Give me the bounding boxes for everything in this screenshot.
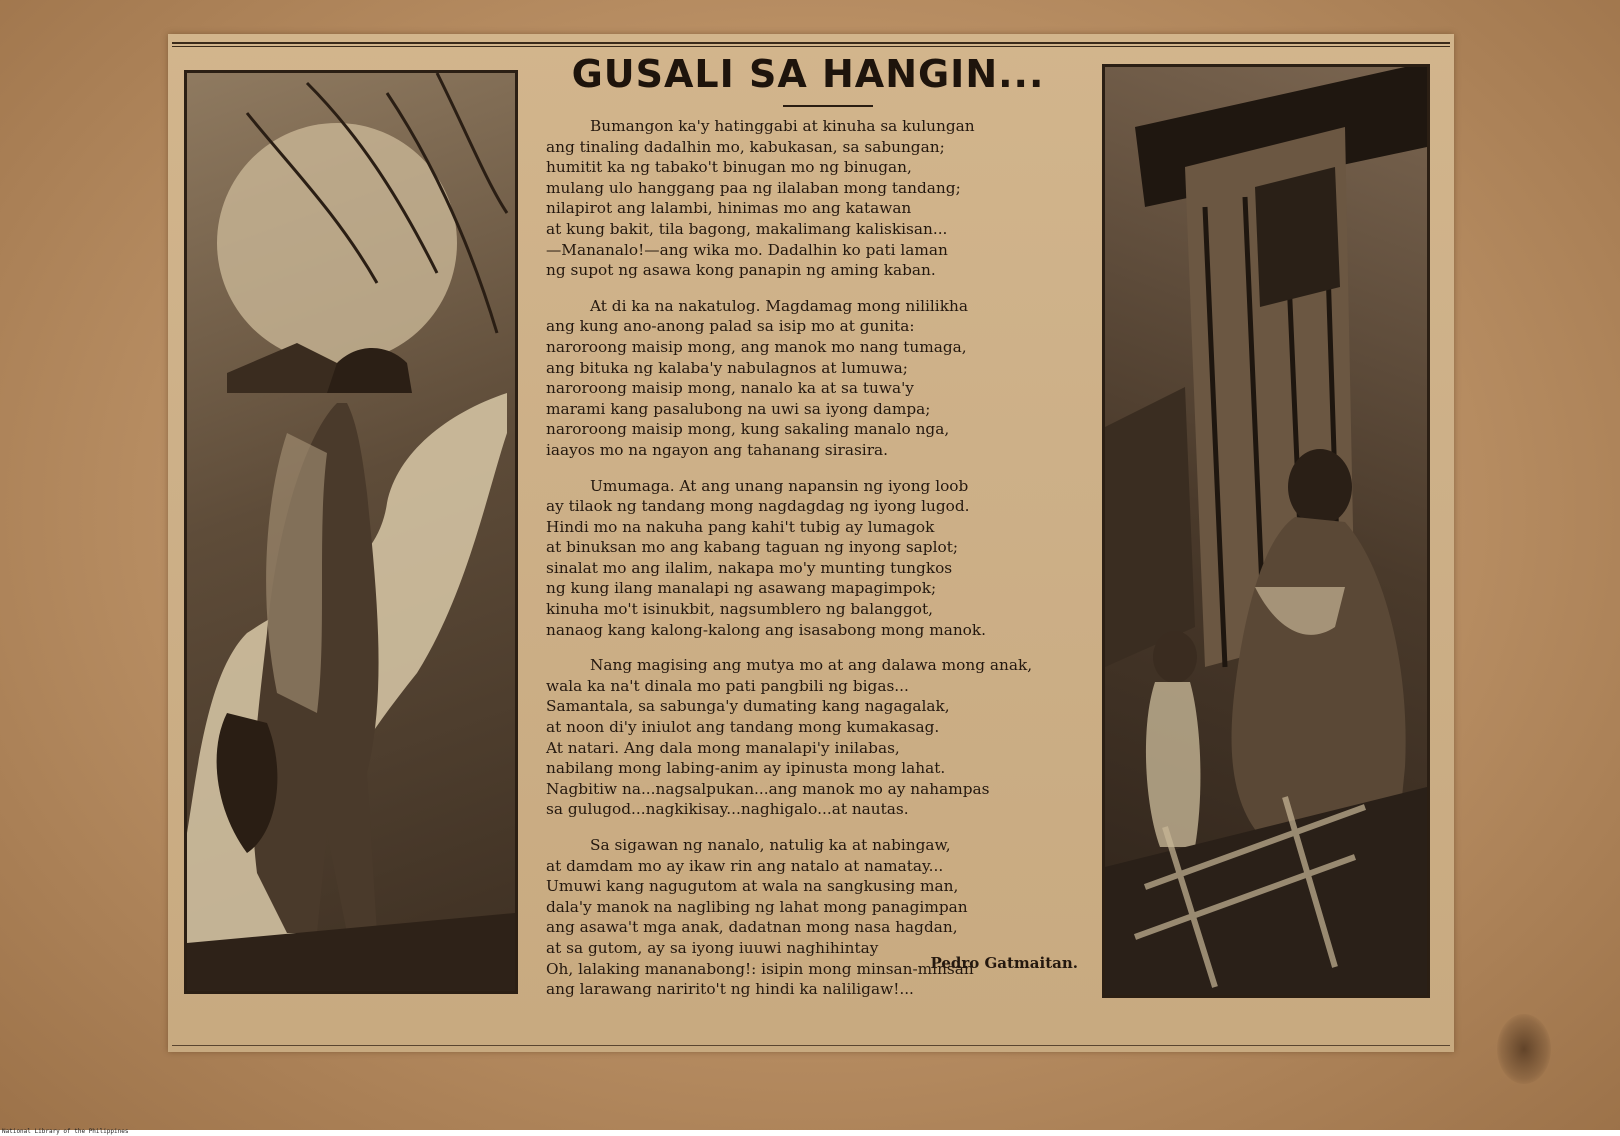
poem-line: —Mananalo!—ang wika mo. Dadalhin ko pati laman <box>546 240 948 259</box>
poem-line: At di ka na nakatulog. Magdamag mong nililikha <box>590 296 968 315</box>
article-title: GUSALI SA HANGIN... <box>571 52 1045 96</box>
poem-line: naroroong maisip mong, kung sakaling manalo nga, <box>546 420 950 439</box>
poem-body <box>546 116 1096 1015</box>
poem-line: ang kung ano-anong palad sa isip mo at gunita: <box>546 317 915 336</box>
illustration-woman-and-child <box>1102 64 1430 998</box>
poem-line: ang asawa't mga anak, dadatnan mong nasa hagdan, <box>546 918 958 937</box>
paper-stain <box>1497 1014 1551 1084</box>
poem-line: ang tinaling dadalhin mo, kabukasan, sa sabungan; <box>546 137 945 156</box>
poem-line: nabilang mong labing-anim ay ipinusta mong lahat. <box>546 759 946 778</box>
stanza-4 <box>546 655 1096 820</box>
poem-line: naroroong maisip mong, nanalo ka at sa tuwa'y <box>546 379 914 398</box>
poem-line: nilapirot ang lalambi, hinimas mo ang katawan <box>546 199 912 218</box>
poem-line: at noon di'y iniulot ang tandang mong kumakasag. <box>546 718 940 737</box>
poem-line: ang larawang naririto't ng hindi ka naliligaw!... <box>546 980 914 999</box>
illustration-man-drawing <box>187 73 515 991</box>
poem-line: marami kang pasalubong na uwi sa iyong dampa; <box>546 399 931 418</box>
newspaper-clipping <box>168 34 1454 1052</box>
poem-line: At natari. Ang dala mong manalapi'y inilabas, <box>546 738 900 757</box>
author-signature: Pedro Gatmaitan. <box>930 954 1078 972</box>
poem-line: at damdam mo ay ikaw rin ang natalo at namatay... <box>546 856 944 875</box>
poem-line: Bumangon ka'y hatinggabi at kinuha sa kulungan <box>590 117 975 135</box>
poem-line: iaayos mo na ngayon ang tahanang sirasira. <box>546 440 888 459</box>
stanza-2 <box>546 296 1096 461</box>
poem-line: Sa sigawan ng nanalo, natulig ka at nabingaw, <box>590 836 951 854</box>
poem-line: wala ka na't dinala mo pati pangbili ng bigas... <box>546 676 909 695</box>
poem-line: dala'y manok na naglibing ng lahat mong panagimpan <box>546 897 968 916</box>
poem-line: ang bituka ng kalaba'y nabulagnos at lumuwa; <box>546 358 908 377</box>
bottom-rule <box>172 1045 1450 1046</box>
poem-line: at sa gutom, ay sa iyong iuuwi naghihintay <box>546 938 879 957</box>
stanza-1 <box>546 116 1096 281</box>
top-rule <box>172 42 1450 44</box>
poem-line: ng kung ilang manalapi ng asawang mapagimpok; <box>546 579 937 598</box>
poem-line: humitit ka ng tabako't binugan mo ng binugan, <box>546 158 912 177</box>
library-credit: National Library of the Philippines <box>2 1128 129 1135</box>
stanza-5 <box>546 835 1096 1000</box>
poem-line: nanaog kang kalong-kalong ang isasabong mong manok. <box>546 620 987 639</box>
poem-line: ay tilaok ng tandang mong nagdagdag ng iyong lugod. <box>546 497 970 516</box>
poem-line: at binuksan mo ang kabang taguan ng inyong saplot; <box>546 538 959 557</box>
stanza-3 <box>546 476 1096 641</box>
poem-line: Hindi mo na nakuha pang kahi't tubig ay lumagok <box>546 517 935 536</box>
poem-line: naroroong maisip mong, ang manok mo nang tumaga, <box>546 337 967 356</box>
poem-line: sinalat mo ang ilalim, nakapa mo'y munting tungkos <box>546 558 953 577</box>
illustration-man-with-rooster <box>184 70 518 994</box>
poem-line: kinuha mo't isinukbit, nagsumblero ng balanggot, <box>546 600 933 619</box>
poem-line: Samantala, sa sabunga'y dumating kang nagagalak, <box>546 697 950 716</box>
page-footer-strip <box>0 1130 1620 1136</box>
poem-line: Nang magising ang mutya mo at ang dalawa mong anak, <box>590 656 1033 675</box>
poem-line: Umumaga. At ang unang napansin ng iyong loob <box>590 476 969 495</box>
top-rule-thin <box>172 46 1450 47</box>
poem-line: Oh, lalaking mananabong!: isipin mong minsan-minsan <box>546 959 974 978</box>
poem-line: Umuwi kang nagugutom at wala na sangkusing man, <box>546 877 959 896</box>
poem-line: ng supot ng asawa kong panapin ng aming kaban. <box>546 261 936 280</box>
title-underline <box>783 105 873 107</box>
illustration-woman-drawing <box>1105 67 1427 995</box>
poem-line: mulang ulo hanggang paa ng ilalaban mong tandang; <box>546 178 961 197</box>
poem-line: sa gulugod...nagkikisay...naghigalo...at nautas. <box>546 800 909 819</box>
poem-line: Nagbitiw na...nagsalpukan...ang manok mo ay nahampas <box>546 779 990 798</box>
poem-line: at kung bakit, tila bagong, makalimang kaliskisan... <box>546 219 948 238</box>
